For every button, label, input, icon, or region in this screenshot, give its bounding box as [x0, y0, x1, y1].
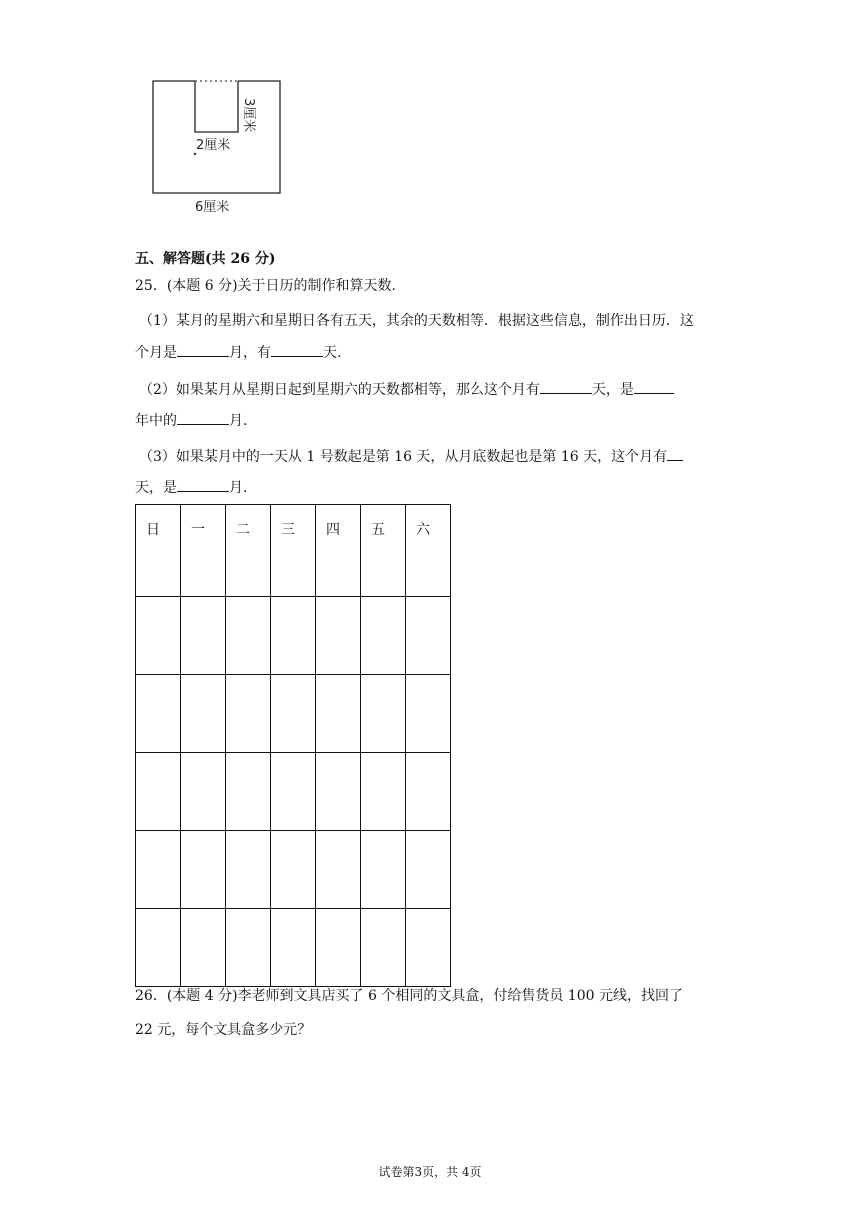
calendar-cell[interactable]	[361, 675, 406, 753]
q25-p1-text1: 个月是	[135, 345, 177, 361]
label-inner-width: 2厘米	[196, 138, 231, 153]
calendar-cell[interactable]	[316, 675, 361, 753]
q25-p2-text3: 年中的	[135, 413, 177, 429]
weekday-header: 四	[316, 505, 361, 597]
q25-p1-line2	[135, 342, 341, 363]
calendar-cell[interactable]	[226, 831, 271, 909]
calendar-cell[interactable]	[361, 909, 406, 987]
calendar-cell[interactable]	[181, 597, 226, 675]
calendar-cell[interactable]	[226, 597, 271, 675]
calendar-cell[interactable]	[271, 909, 316, 987]
calendar-table	[135, 504, 451, 987]
weekday-header: 二	[226, 505, 271, 597]
calendar-cell[interactable]	[361, 597, 406, 675]
calendar-cell[interactable]	[361, 831, 406, 909]
q25-p2-text2: 天，是	[591, 382, 634, 398]
q25-p2-text4: 月.	[229, 413, 248, 429]
notch-shape	[195, 81, 238, 132]
calendar-cell[interactable]	[136, 753, 181, 831]
answer-blank[interactable]	[667, 446, 683, 461]
q25-p3-line2	[135, 477, 247, 498]
calendar-cell[interactable]	[181, 831, 226, 909]
q25-p1-line1: （1）某月的星期六和星期日各有五天，其余的天数相等．根据这些信息，制作出日历．这	[139, 313, 694, 329]
section-title: 五、解答题(共 26 分)	[135, 251, 276, 267]
calendar-cell[interactable]	[271, 753, 316, 831]
answer-blank[interactable]	[540, 379, 592, 394]
calendar-row	[136, 675, 451, 753]
q25-stem: 25．(本题 6 分)关于日历的制作和算天数.	[135, 278, 396, 294]
weekday-header: 日	[136, 505, 181, 597]
calendar-cell[interactable]	[226, 753, 271, 831]
dot-mark	[194, 153, 196, 155]
calendar-cell[interactable]	[406, 831, 451, 909]
q25-p3-line1	[139, 446, 683, 467]
calendar-cell[interactable]	[316, 753, 361, 831]
weekday-header: 一	[181, 505, 226, 597]
answer-blank[interactable]	[177, 477, 229, 492]
geometry-figure	[150, 78, 290, 218]
label-height: 3厘米	[241, 98, 256, 133]
q25-p1-text3: 天.	[323, 345, 342, 361]
q25-p3-text3: 月.	[229, 480, 248, 496]
calendar-cell[interactable]	[136, 597, 181, 675]
calendar-cell[interactable]	[316, 909, 361, 987]
calendar-header-row	[136, 505, 451, 597]
calendar-cell[interactable]	[181, 753, 226, 831]
calendar-row	[136, 831, 451, 909]
q25-p2-text1: （2）如果某月从星期日起到星期六的天数都相等，那么这个月有	[139, 382, 540, 398]
calendar-cell[interactable]	[406, 909, 451, 987]
calendar-cell[interactable]	[226, 675, 271, 753]
calendar-cell[interactable]	[181, 909, 226, 987]
calendar-row	[136, 597, 451, 675]
weekday-header: 六	[406, 505, 451, 597]
calendar-cell[interactable]	[136, 675, 181, 753]
weekday-header: 三	[271, 505, 316, 597]
answer-blank[interactable]	[271, 342, 323, 357]
q25-p2-line2	[135, 410, 247, 431]
q25-p3-text2: 天，是	[135, 480, 177, 496]
calendar-cell[interactable]	[271, 675, 316, 753]
answer-blank[interactable]	[177, 410, 229, 425]
label-outer-width: 6厘米	[195, 200, 230, 215]
q25-p2-line1	[139, 379, 674, 400]
calendar-cell[interactable]	[136, 909, 181, 987]
q26-line1: 26．(本题 4 分)李老师到文具店买了 6 个相同的文具盒，付给售货员 100 元线，找回了	[135, 988, 683, 1004]
calendar-cell[interactable]	[316, 831, 361, 909]
calendar-body	[136, 597, 451, 987]
calendar-cell[interactable]	[406, 597, 451, 675]
weekday-header: 五	[361, 505, 406, 597]
calendar-cell[interactable]	[226, 909, 271, 987]
calendar-cell[interactable]	[271, 831, 316, 909]
calendar-cell[interactable]	[136, 831, 181, 909]
calendar-row	[136, 909, 451, 987]
calendar-cell[interactable]	[316, 597, 361, 675]
calendar-cell[interactable]	[181, 675, 226, 753]
calendar-cell[interactable]	[271, 597, 316, 675]
answer-blank[interactable]	[634, 379, 674, 394]
calendar-row	[136, 753, 451, 831]
calendar-cell[interactable]	[406, 675, 451, 753]
q25-p1-text2: 月，有	[229, 345, 271, 361]
q26-line2: 22 元，每个文具盒多少元？	[135, 1022, 312, 1038]
calendar-cell[interactable]	[406, 753, 451, 831]
calendar-cell[interactable]	[361, 753, 406, 831]
page-footer: 试卷第3页，共 4页	[378, 1165, 482, 1179]
q25-p3-text1: （3）如果某月中的一天从 1 号数起是第 16 天，从月底数起也是第 16 天，这个月有	[139, 449, 668, 465]
answer-blank[interactable]	[177, 342, 229, 357]
